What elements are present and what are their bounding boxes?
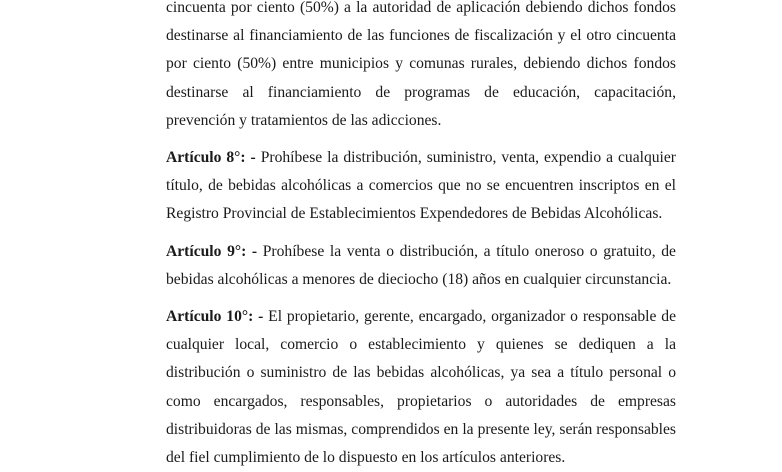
paragraph-text: cincuenta por ciento (50%) a la autoridad de aplicación debiendo dichos fondos destinarse al financiamiento de las funciones de fiscalización y el otro cincuenta por ciento (50%) entre municipios y comunas rurales, debiendo dichos fondos destinarse al financiamiento de programas de educación, capacitación, prevención y tratamientos de las adicciones. (166, 0, 676, 129)
article-label: Artículo 10°: - (166, 308, 264, 326)
article-10 (166, 303, 676, 472)
article-label: Artículo 9°: - (166, 242, 258, 260)
article-label: Artículo 8°: - (166, 149, 256, 167)
article-text: El propietario, gerente, encargado, organizador o responsable de cualquier local, comercio o establecimiento y quienes se dediquen a la distribución o suministro de las bebidas alcohólicas, ya sea a título personal o como encargados, responsables, propietarios o autoridades de empresas distribuidoras de las mismas, comprendidos en la presente ley, serán responsables del fiel cumplimiento de lo dispuesto en los artículos anteriores. (166, 308, 676, 467)
document-page (166, 0, 676, 472)
article-9 (166, 238, 676, 294)
article-text: Prohíbese la distribución, suministro, venta, expendio a cualquier título, de bebidas alcohólicas a comercios que no se encuentren inscriptos en el Registro Provincial de Establecimientos Expendedores de Bebidas Alcohólicas. (166, 149, 676, 223)
paragraph-continuation (166, 0, 676, 135)
article-text: Prohíbese la venta o distribución, a título oneroso o gratuito, de bebidas alcohólicas a menores de dieciocho (18) años en cualquier circunstancia. (166, 242, 676, 288)
article-8 (166, 144, 676, 229)
